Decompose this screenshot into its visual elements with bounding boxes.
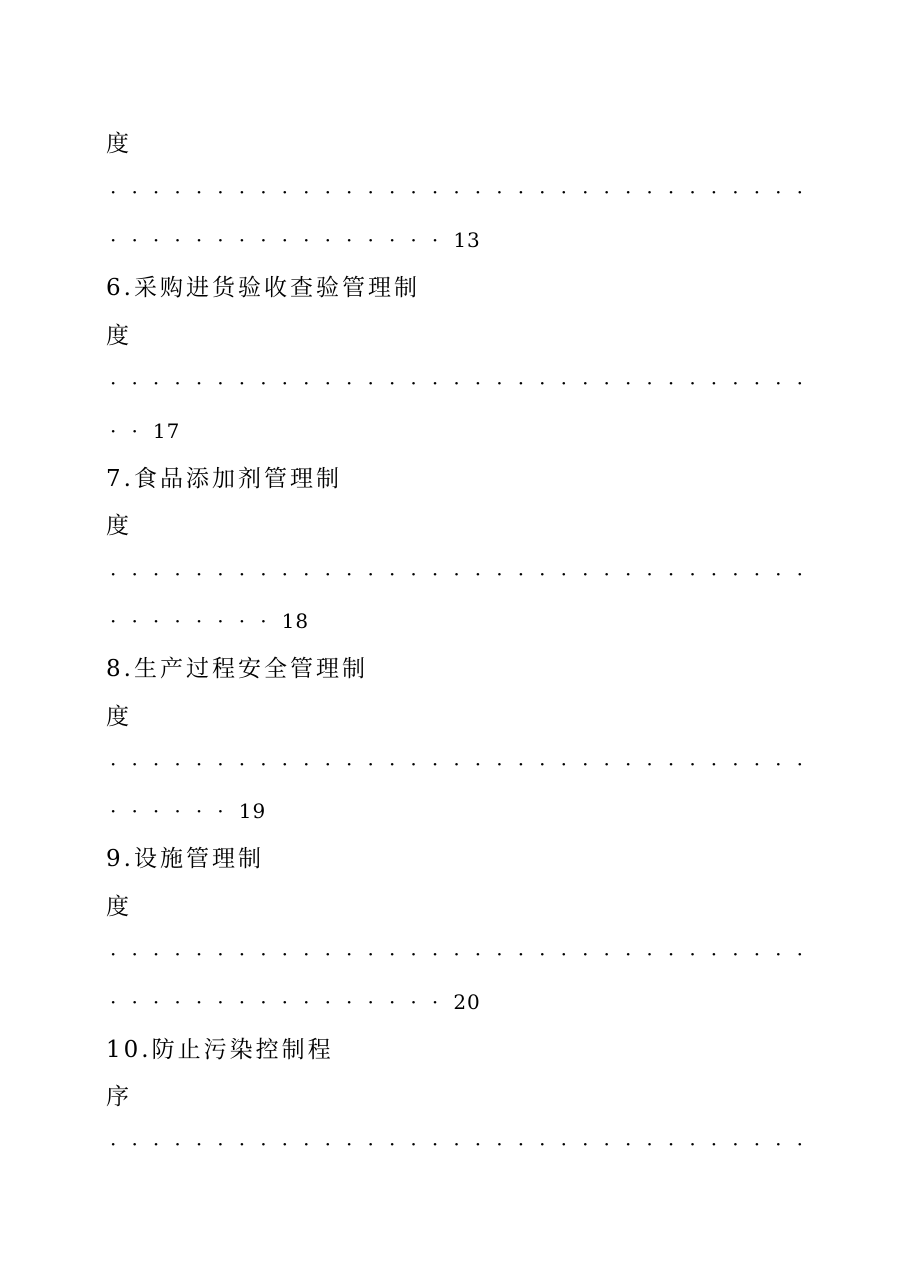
toc-entry-7-title[interactable]: 7.食品添加剂管理制	[106, 466, 342, 492]
toc-entry-8-page-number[interactable]: 19	[238, 799, 267, 823]
toc-entry-6-leader: ·································	[110, 371, 819, 395]
toc-entry-6-leader-cont	[110, 417, 180, 445]
toc-entry-7-leader: ·································	[110, 562, 819, 586]
toc-entry-6-leader-dots: ··	[110, 419, 153, 443]
toc-entry-5-leader-cont	[110, 226, 481, 254]
toc-entry-8-leader: ·································	[110, 752, 819, 776]
toc-entry-5-title-end: 度	[106, 131, 132, 157]
toc-entry-9-title-end: 度	[106, 894, 132, 920]
toc-entry-9-leader-dots: ················	[110, 990, 454, 1014]
toc-entry-7-page-number[interactable]: 18	[281, 609, 310, 633]
toc-entry-6-title[interactable]: 6.采购进货验收查验管理制	[106, 275, 420, 301]
toc-entry-9-leader: ·································	[110, 942, 819, 966]
toc-entry-6-page-number[interactable]: 17	[152, 419, 181, 443]
toc-entry-7-title-end: 度	[106, 513, 132, 539]
toc-entry-7-leader-cont	[110, 607, 309, 635]
toc-entry-5-leader-dots: ················	[110, 228, 454, 252]
toc-entry-8-title-end: 度	[106, 704, 132, 730]
toc-entry-9-page-number[interactable]: 20	[453, 990, 481, 1014]
toc-entry-10-leader: ·································	[110, 1132, 819, 1156]
toc-entry-9-title[interactable]: 9.设施管理制	[106, 846, 264, 872]
toc-entry-8-title[interactable]: 8.生产过程安全管理制	[106, 656, 368, 682]
toc-entry-5-page-number[interactable]: 13	[453, 228, 481, 252]
toc-entry-7-leader-dots: ········	[110, 609, 282, 633]
toc-entry-8-leader-cont	[110, 797, 266, 825]
toc-entry-8-leader-dots: ······	[110, 799, 239, 823]
toc-entry-6-title-end: 度	[106, 323, 132, 349]
toc-entry-10-title[interactable]: 10.防止污染控制程	[106, 1037, 334, 1063]
toc-entry-9-leader-cont	[110, 988, 481, 1016]
toc-entry-10-title-end: 序	[106, 1084, 132, 1110]
toc-entry-5-leader: ·································	[110, 180, 819, 204]
